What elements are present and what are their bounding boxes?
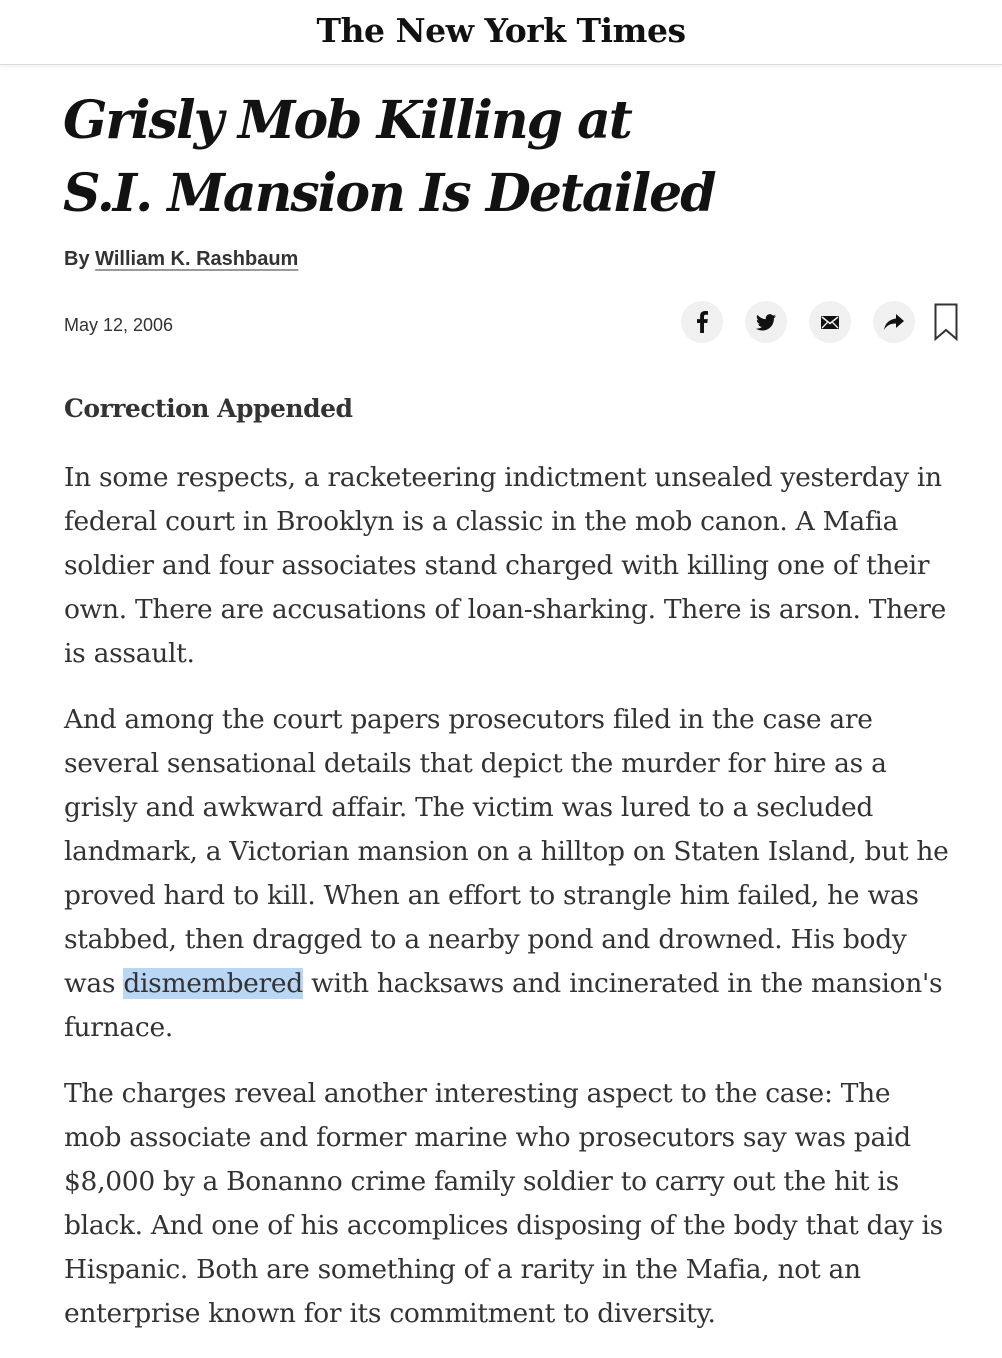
facebook-share-button[interactable] <box>681 301 723 343</box>
body-line: And among the court papers prosecutors filed in the case are <box>64 704 873 735</box>
body-line: grisly and awkward affair. The victim was lured to a secluded <box>64 792 874 823</box>
selected-text[interactable]: dismembered <box>123 968 303 999</box>
share-toolbar <box>681 301 959 343</box>
correction-label[interactable]: Correction Appended <box>64 394 353 423</box>
body-line: is assault. <box>64 638 195 669</box>
email-icon <box>821 316 839 329</box>
body-line: furnace. <box>64 1012 173 1043</box>
body-line: black. And one of his accomplices disposing of the body that day is <box>64 1210 943 1241</box>
body-line: proved hard to kill. When an effort to strangle him failed, he was <box>64 880 919 911</box>
share-arrow-icon <box>884 314 904 330</box>
article-headline <box>63 84 823 230</box>
body-line: several sensational details that depict the murder for hire as a <box>64 748 887 779</box>
body-text: with hacksaws and incinerated in the mansion's <box>302 968 943 999</box>
body-line: federal court in Brooklyn is a classic in the mob canon. A Mafia <box>64 506 899 537</box>
body-line: enterprise known for its commitment to diversity. <box>64 1298 716 1329</box>
save-article-button[interactable] <box>933 302 959 342</box>
paragraph <box>64 456 964 676</box>
headline-line: Grisly Mob Killing at <box>63 90 631 151</box>
body-line: The charges reveal another interesting aspect to the case: The <box>64 1078 891 1109</box>
body-line: $8,000 by a Bonanno crime family soldier to carry out the hit is <box>64 1166 899 1197</box>
twitter-share-button[interactable] <box>745 301 787 343</box>
byline <box>64 248 298 271</box>
article-body <box>64 456 964 1358</box>
body-line: mob associate and former marine who prosecutors say was paid <box>64 1122 911 1153</box>
headline-line: S.I. Mansion Is Detailed <box>63 163 715 224</box>
body-line <box>64 962 964 1006</box>
more-share-button[interactable] <box>873 301 915 343</box>
nyt-logo[interactable]: The New York Times <box>316 10 686 50</box>
byline-prefix: By <box>64 248 90 270</box>
masthead <box>0 0 1002 65</box>
publish-date: May 12, 2006 <box>64 315 174 335</box>
author-link[interactable]: William K. Rashbaum <box>95 248 299 270</box>
body-line: landmark, a Victorian mansion on a hilltop on Staten Island, but he <box>64 836 949 867</box>
email-share-button[interactable] <box>809 301 851 343</box>
body-line: own. There are accusations of loan-sharking. There is arson. There <box>64 594 947 625</box>
twitter-icon <box>756 314 776 331</box>
paragraph <box>64 1072 964 1336</box>
body-line: In some respects, a racketeering indictment unsealed yesterday in <box>64 462 942 493</box>
paragraph <box>64 698 964 1050</box>
bookmark-icon <box>934 303 958 341</box>
body-line: Hispanic. Both are something of a rarity in the Mafia, not an <box>64 1254 861 1285</box>
body-line: soldier and four associates stand charged with killing one of their <box>64 550 930 581</box>
body-text: was <box>64 968 124 999</box>
facebook-icon <box>695 311 709 333</box>
body-line: stabbed, then dragged to a nearby pond and drowned. His body <box>64 924 907 955</box>
